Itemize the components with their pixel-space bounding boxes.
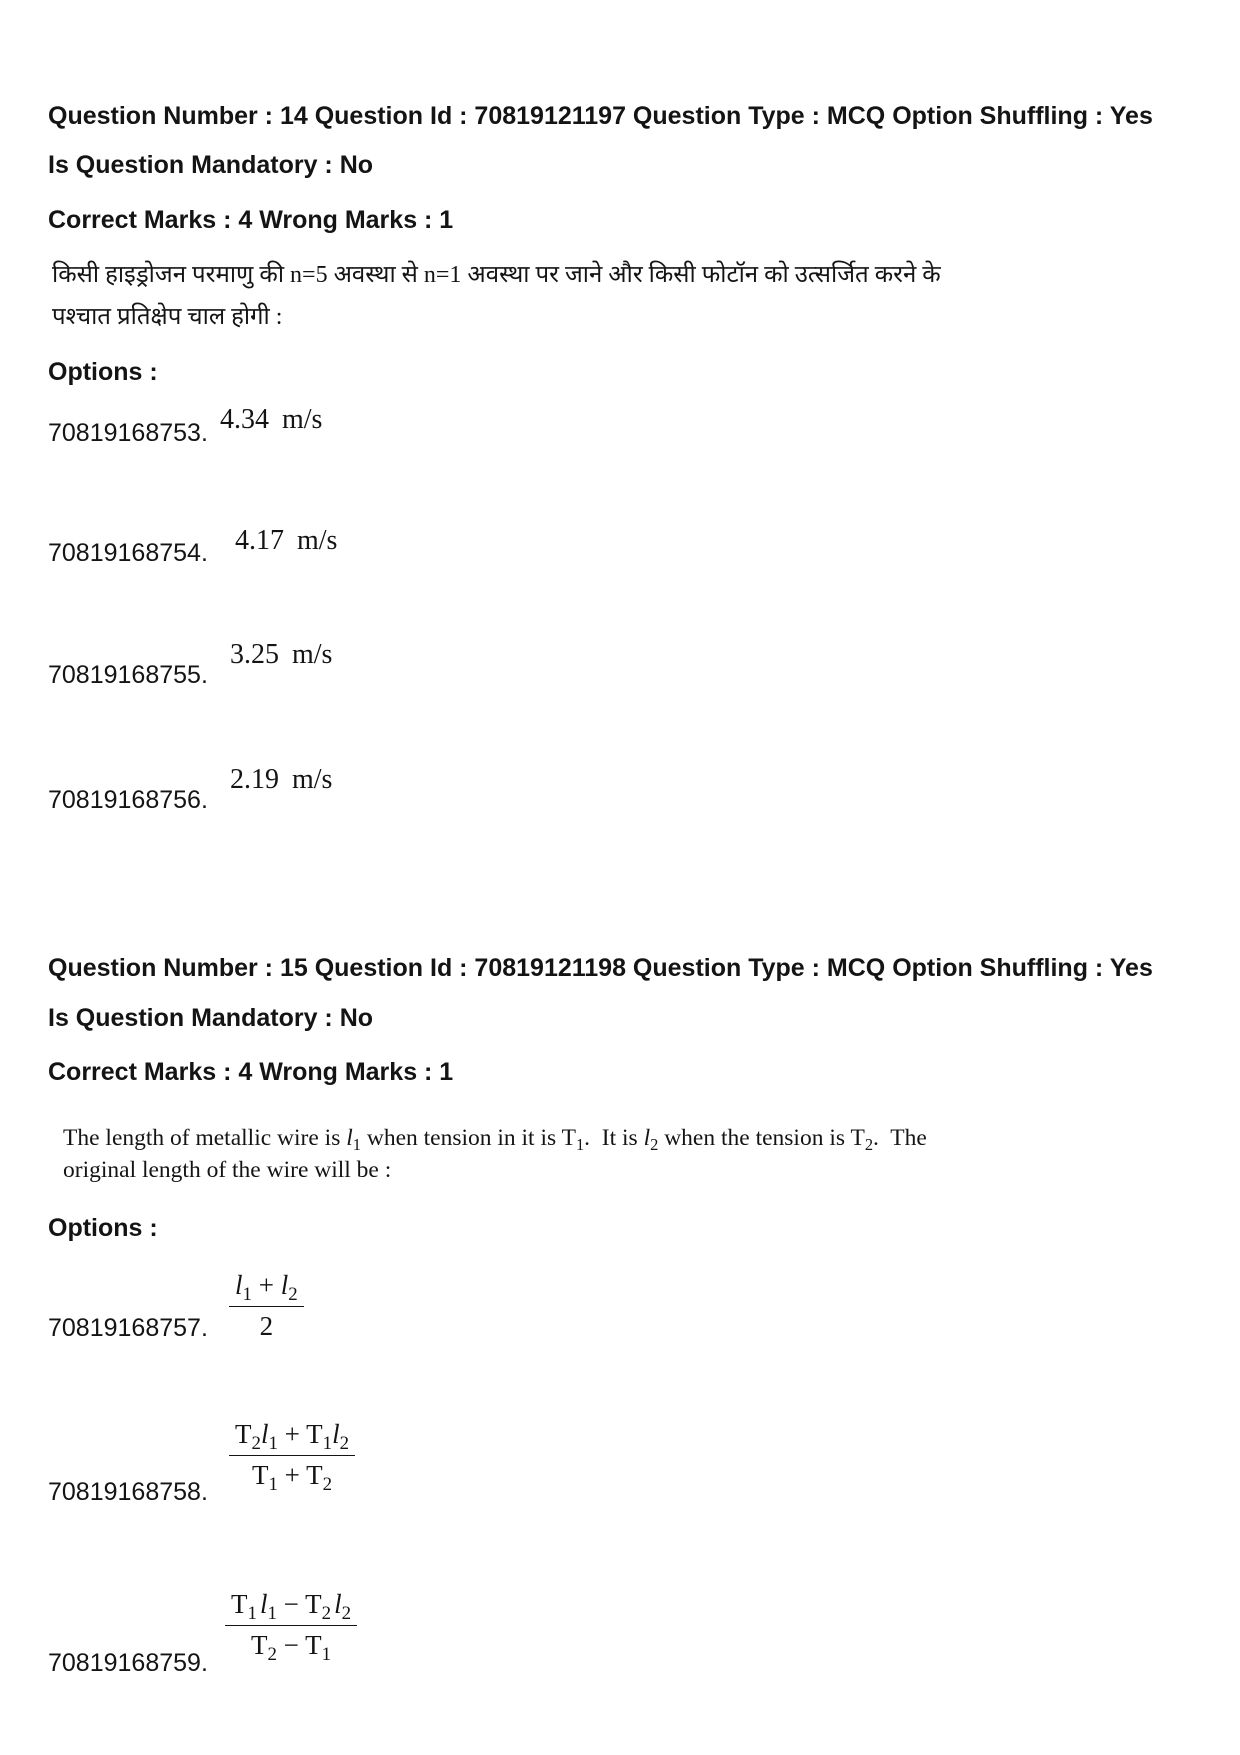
option-id: 70819168756. — [48, 786, 208, 814]
option-id: 70819168754. — [48, 539, 208, 567]
option-id: 70819168758. — [48, 1478, 208, 1506]
fraction-bar — [229, 1455, 355, 1456]
option-id: 70819168757. — [48, 1314, 208, 1342]
math-variable: T — [305, 1630, 322, 1660]
math-variable: l — [260, 1419, 269, 1449]
math-subscript: 2 — [341, 1602, 352, 1624]
math-variable: T — [251, 1460, 269, 1490]
math-variable: l — [259, 1589, 268, 1619]
math-operator: + — [277, 1460, 307, 1490]
option-value: 3.25 m/s — [230, 639, 333, 670]
math-subscript: 1 — [575, 1134, 585, 1154]
option-id: 70819168759. — [48, 1649, 208, 1677]
math-variable: T — [250, 1630, 268, 1660]
question-text-segment: . The — [873, 1125, 927, 1151]
question-mandatory: Is Question Mandatory : No — [48, 151, 374, 179]
option-id: 70819168753. — [48, 419, 208, 447]
math-subscript: 1 — [268, 1432, 278, 1454]
question-text-line: किसी हाइड्रोजन परमाणु की n=5 अवस्था से n=1 अवस्था पर जाने और किसी फोटॉन को उत्सर्जित करने के — [52, 262, 941, 288]
math-subscript: 1 — [247, 1602, 257, 1624]
math-subscript: 1 — [242, 1283, 252, 1305]
math-variable: l — [280, 1270, 289, 1300]
math-variable: l — [346, 1125, 353, 1151]
option-value: 4.17 m/s — [235, 525, 338, 556]
math-variable: l — [643, 1125, 651, 1151]
fraction-bar — [229, 1306, 304, 1307]
fraction-numerator — [225, 1589, 357, 1623]
math-variable: T — [231, 1589, 248, 1619]
math-subscript: 2 — [267, 1643, 277, 1665]
math-subscript: 1 — [268, 1473, 278, 1495]
math-subscript: 2 — [288, 1283, 298, 1305]
math-operator: − — [276, 1589, 306, 1619]
fraction-numerator — [229, 1270, 304, 1304]
question-text-segment: when tension in it is T — [360, 1125, 576, 1151]
question-text-line: पश्चात प्रतिक्षेप चाल होगी : — [52, 304, 283, 330]
question-header: Question Number : 14 Question Id : 70819121197 Question Type : MCQ Option Shuffling : Yes — [48, 102, 1153, 130]
math-number: 2 — [259, 1311, 274, 1341]
math-operator: + — [251, 1270, 281, 1300]
option-value-fraction — [229, 1270, 304, 1341]
math-subscript: 1 — [267, 1602, 277, 1624]
question-text-segment: The length of metallic wire is — [63, 1125, 347, 1151]
option-value-fraction — [229, 1419, 355, 1494]
question-marks: Correct Marks : 4 Wrong Marks : 1 — [48, 206, 454, 234]
options-label: Options : — [48, 358, 158, 386]
fraction-denominator — [246, 1460, 338, 1494]
math-subscript: 2 — [339, 1432, 350, 1454]
question-text-line — [63, 1123, 927, 1155]
math-operator: − — [276, 1630, 306, 1660]
fraction-denominator — [245, 1630, 337, 1664]
question-mandatory: Is Question Mandatory : No — [48, 1004, 374, 1032]
math-subscript: 1 — [322, 1432, 333, 1454]
math-variable: l — [332, 1419, 340, 1449]
math-variable: l — [235, 1270, 243, 1300]
math-variable: l — [334, 1589, 342, 1619]
options-label: Options : — [48, 1214, 158, 1242]
math-variable: T — [306, 1419, 323, 1449]
question-text-segment: when the tension is T — [658, 1125, 865, 1151]
math-subscript: 2 — [321, 1602, 332, 1624]
option-value-fraction — [225, 1589, 357, 1664]
question-text-segment: . It is — [584, 1125, 644, 1151]
math-subscript: 2 — [650, 1134, 659, 1154]
question-text-line: original length of the wire will be : — [63, 1157, 392, 1183]
question-marks: Correct Marks : 4 Wrong Marks : 1 — [48, 1058, 454, 1086]
math-variable: T — [306, 1460, 323, 1490]
question-header: Question Number : 15 Question Id : 70819121198 Question Type : MCQ Option Shuffling : Yes — [48, 954, 1153, 982]
math-operator: + — [277, 1419, 307, 1449]
math-subscript: 1 — [352, 1134, 361, 1154]
math-subscript: 2 — [251, 1432, 261, 1454]
option-id: 70819168755. — [48, 661, 208, 689]
math-subscript: 1 — [321, 1643, 332, 1665]
fraction-numerator — [229, 1419, 355, 1453]
option-value: 4.34 m/s — [220, 404, 323, 435]
math-variable: T — [305, 1589, 322, 1619]
math-subscript: 2 — [864, 1134, 874, 1154]
math-subscript: 2 — [322, 1473, 333, 1495]
option-value: 2.19 m/s — [230, 764, 333, 795]
math-variable: T — [235, 1419, 252, 1449]
fraction-bar — [225, 1625, 357, 1626]
fraction-denominator — [254, 1311, 280, 1341]
